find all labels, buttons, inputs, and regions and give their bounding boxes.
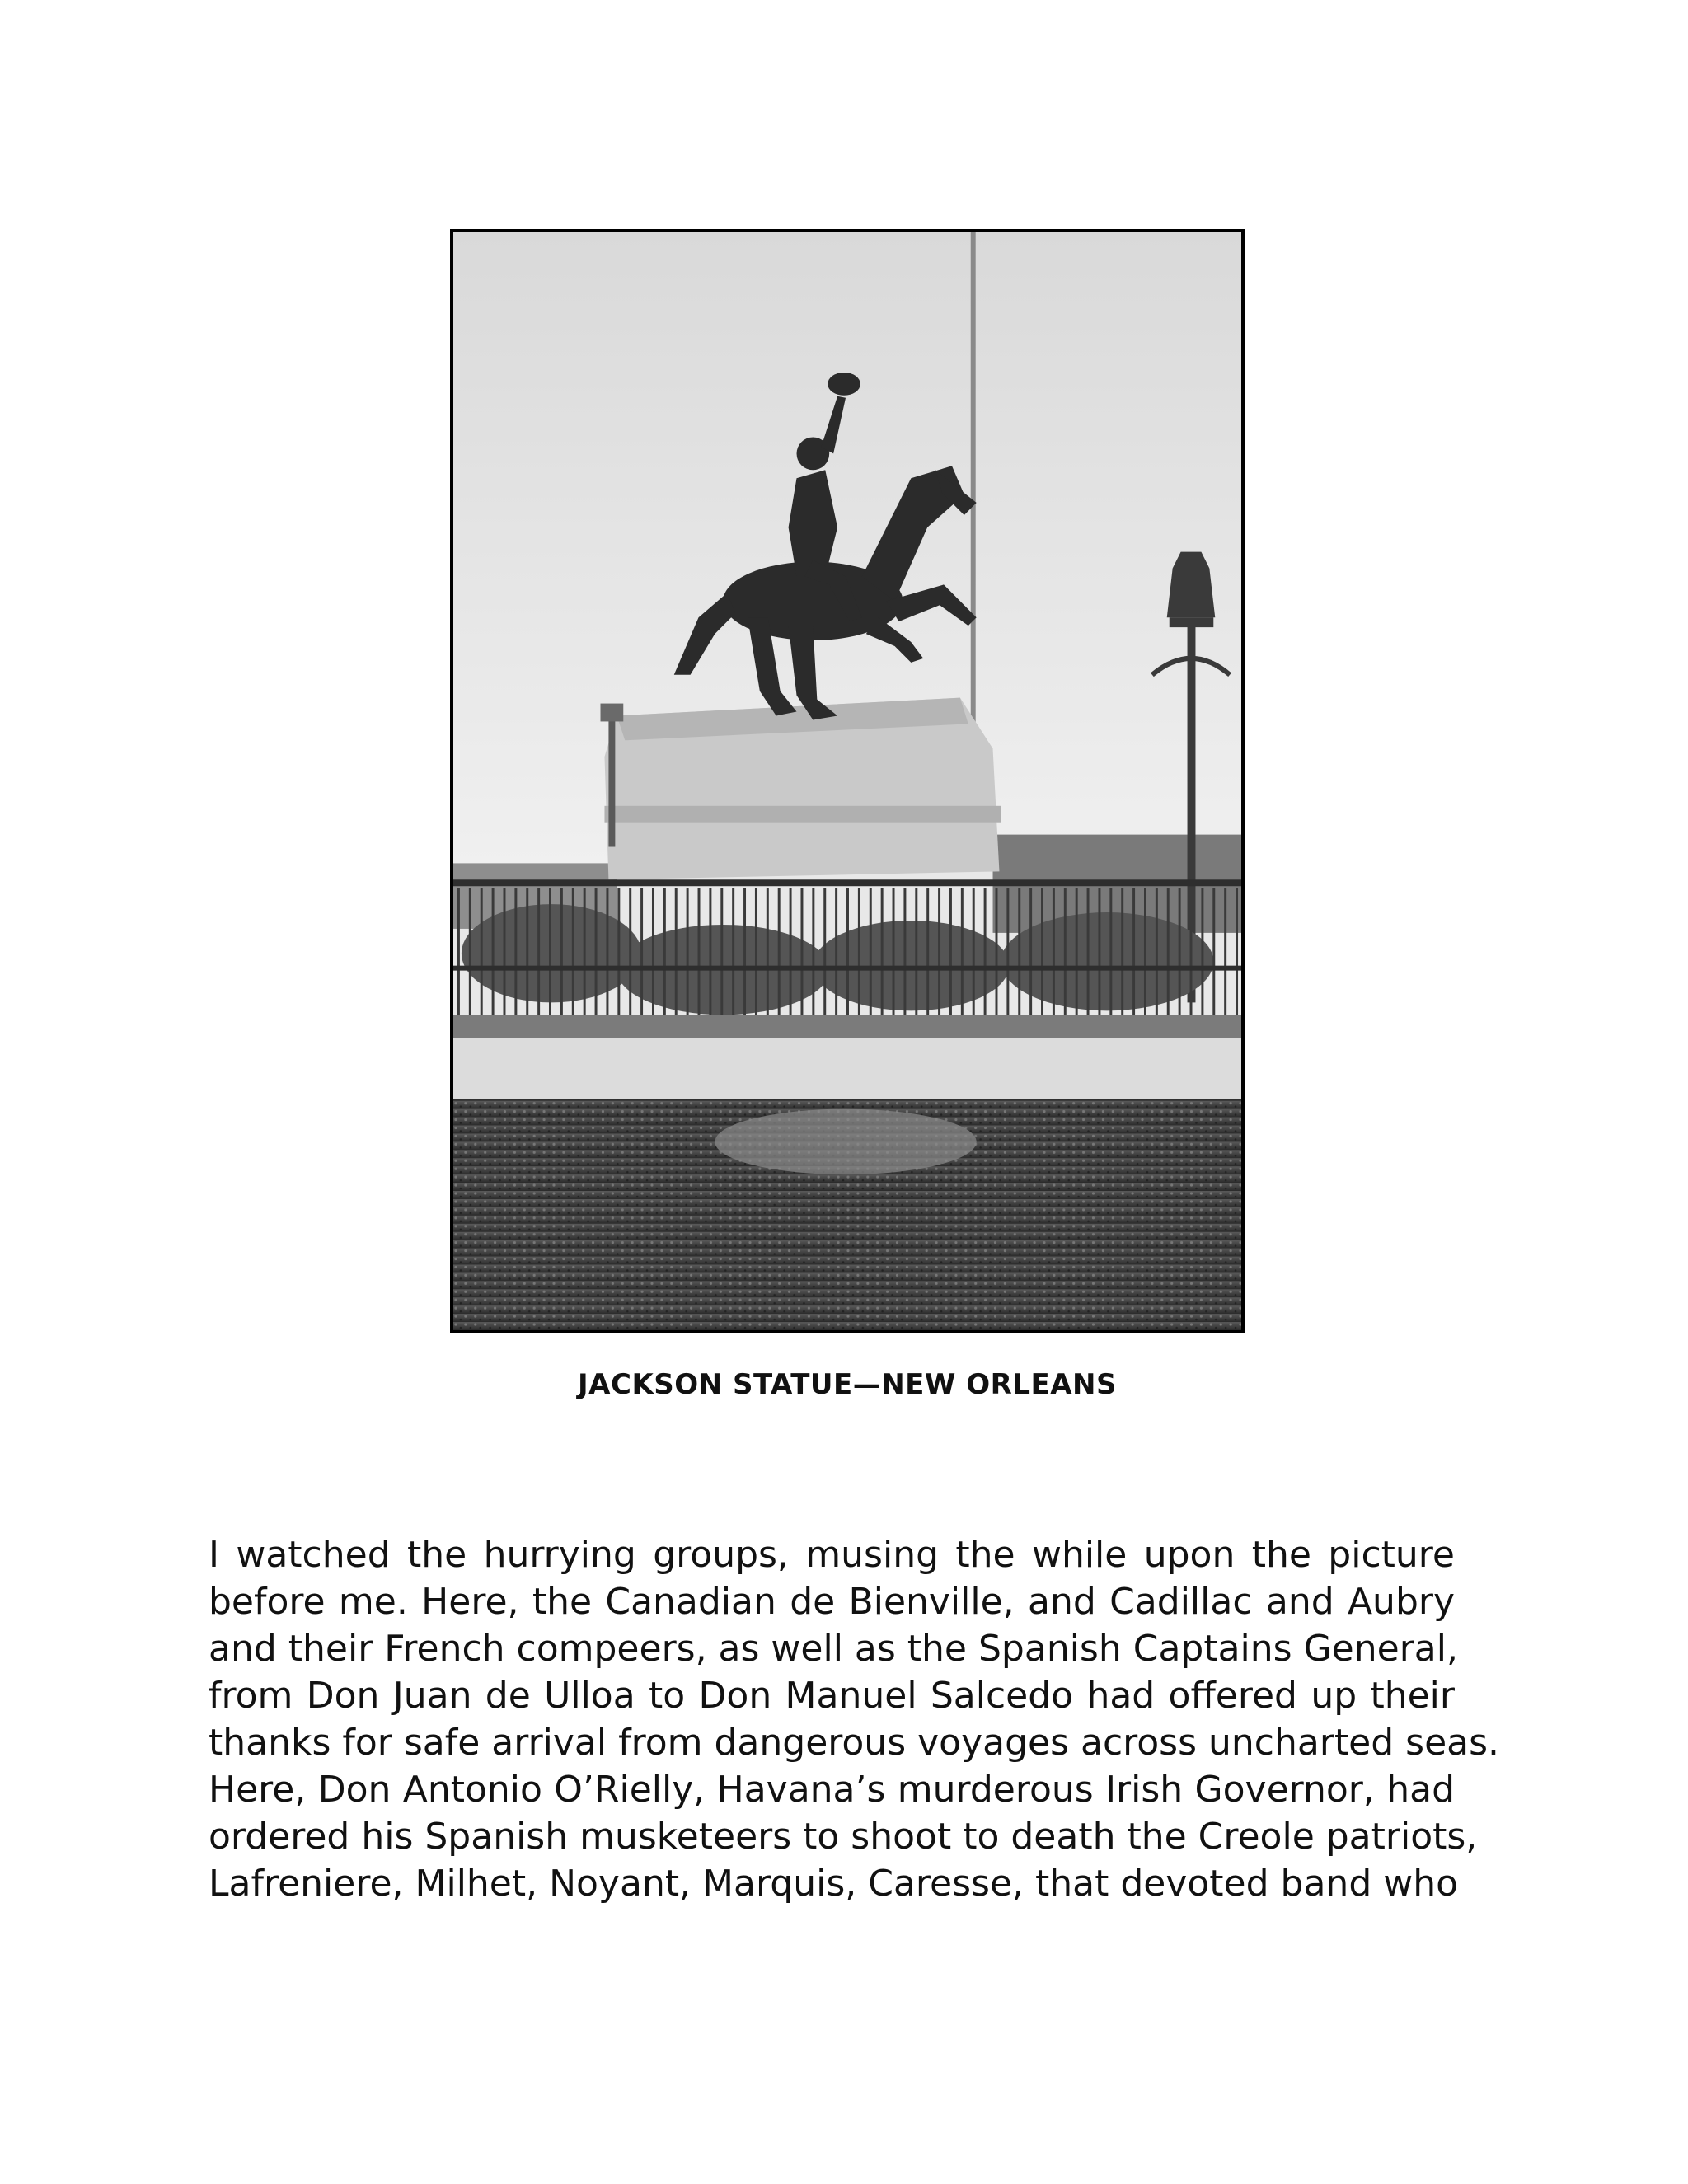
text-line: and their French compeers, as well as the Spanish Captains General,	[209, 1628, 1458, 1670]
fence-rail-top	[453, 879, 1241, 886]
sidewalk	[453, 1038, 1241, 1099]
statue-photo-illustration	[453, 232, 1241, 1330]
text-line: before me. Here, the Canadian de Bienville, and Cadillac and Aubry	[209, 1581, 1455, 1623]
text-line: I watched the hurrying groups, musing the while upon the picture	[209, 1534, 1455, 1576]
text-line: Here, Don Antonio O’Rielly, Havana’s murderous Irish Governor, had	[209, 1769, 1455, 1811]
text-line: ordered his Spanish musketeers to shoot to death the Creole patriots,	[209, 1816, 1478, 1858]
curb	[453, 1015, 1241, 1038]
text-line: thanks for safe arrival from dangerous voyages across uncharted seas.	[209, 1722, 1500, 1764]
text-line: from Don Juan de Ulloa to Don Manuel Salcedo had offered up their	[209, 1675, 1455, 1717]
iron-fence	[453, 888, 1241, 1019]
text-line: Lafreniere, Milhet, Noyant, Marquis, Caresse, that devoted band who	[209, 1863, 1459, 1905]
body-paragraph	[209, 1531, 1500, 1907]
figure-caption: JACKSON STATUE—NEW ORLEANS	[578, 1368, 1117, 1401]
jackson-statue-photo	[450, 229, 1245, 1333]
